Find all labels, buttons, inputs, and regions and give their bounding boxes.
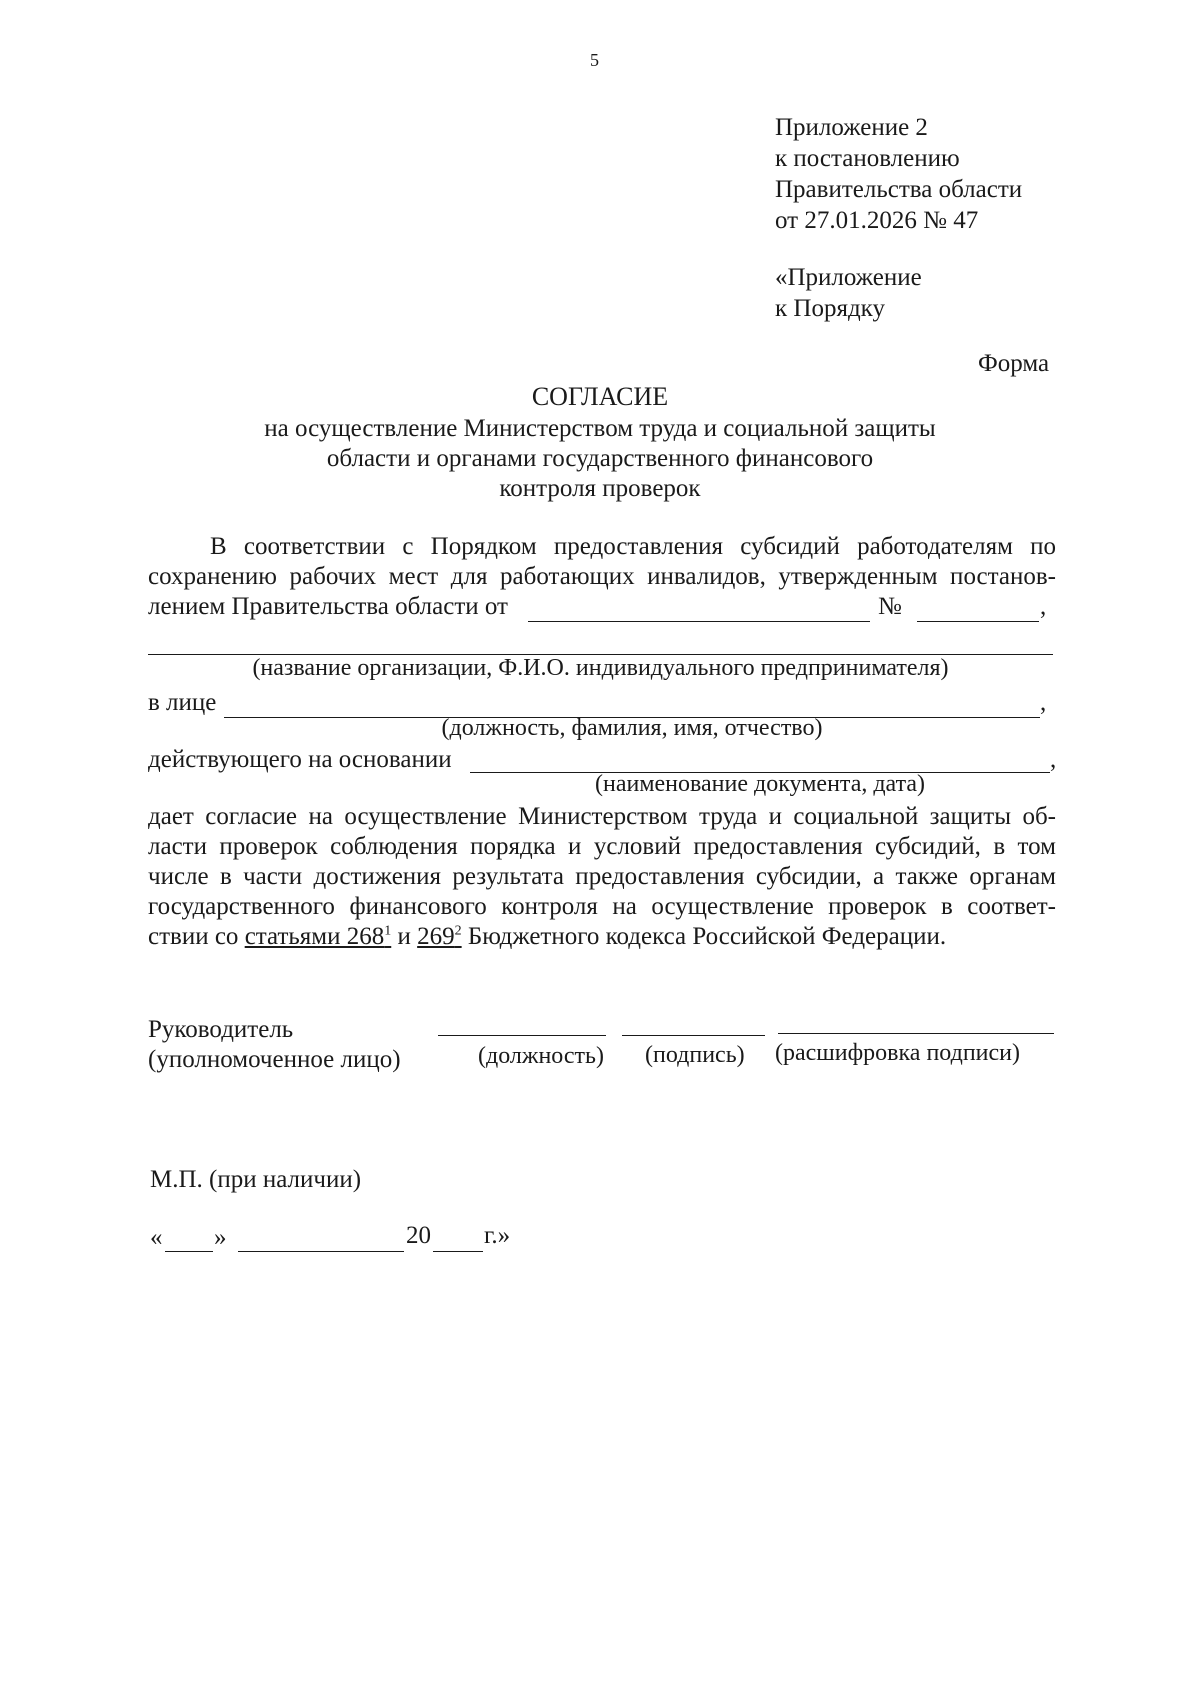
signature-decode-caption: (расшифровка подписи)	[775, 1040, 1020, 1066]
intro-line-3: лением Правительства области от	[148, 593, 508, 620]
position-caption: (должность)	[478, 1043, 604, 1069]
article-269-sup: 2	[454, 923, 462, 939]
position-field[interactable]	[438, 1035, 606, 1036]
appendix-line: Правительства области	[775, 176, 1023, 203]
appendix-inner-block	[775, 262, 922, 324]
article-268-link[interactable]	[245, 923, 392, 950]
appendix-line: от 27.01.2026 № 47	[775, 207, 979, 234]
number-sign: №	[878, 593, 902, 620]
comma: ,	[1040, 593, 1047, 620]
document-title: СОГЛАСИЕ	[531, 382, 669, 411]
year-prefix: 20	[406, 1222, 431, 1249]
month-field[interactable]	[238, 1251, 404, 1252]
consent-line: ласти проверок соблюдения порядка и условий предоставления субсидий, в том	[148, 833, 1056, 860]
article-268-sup: 1	[384, 923, 392, 939]
decree-date-field[interactable]	[528, 621, 870, 622]
subtitle-line: контроля проверок	[499, 475, 701, 502]
consent-line: числе в части достижения результата предоставления субсидии, а также органам	[148, 863, 1056, 890]
consent-line-5	[148, 923, 946, 951]
consent-line: государственного финансового контроля на осуществление проверок в соответ-	[148, 893, 1056, 920]
intro-line-1: В соответствии с Порядком предоставления субсидий работодателям по	[210, 533, 1056, 560]
authorized-person-label: (уполномоченное лицо)	[148, 1046, 401, 1073]
appendix-block	[775, 112, 1022, 236]
date-close-quote: »	[214, 1224, 227, 1251]
in-person-label: в лице	[148, 689, 217, 716]
appendix-line: к постановлению	[775, 145, 960, 172]
comma: ,	[1050, 746, 1057, 773]
appendix-line: Приложение 2	[775, 114, 928, 141]
organization-caption: (название организации, Ф.И.О. индивидуального предпринимателя)	[252, 655, 949, 681]
appendix-inner-line: «Приложение	[775, 264, 922, 291]
subtitle-line: области и органами государственного финансового	[326, 445, 874, 472]
consent-text: ствии со	[148, 923, 239, 950]
article-269-link[interactable]	[417, 923, 462, 950]
comma: ,	[1040, 689, 1047, 716]
article-268-text: статьями 268	[244, 923, 385, 950]
head-label: Руководитель	[148, 1016, 294, 1043]
decree-number-field[interactable]	[917, 621, 1039, 622]
consent-text: и	[397, 923, 411, 950]
year-suffix: г.»	[484, 1222, 511, 1249]
signature-field[interactable]	[622, 1035, 765, 1036]
year-field[interactable]	[433, 1251, 483, 1252]
consent-line: дает согласие на осуществление Министерством труда и социальной защиты об-	[148, 803, 1056, 830]
signature-decode-field[interactable]	[778, 1033, 1054, 1034]
title-subtitle	[150, 414, 1050, 504]
intro-line-2: сохранению рабочих мест для работающих инвалидов, утвержденным постанов-	[148, 563, 1056, 590]
day-field[interactable]	[165, 1251, 213, 1252]
appendix-inner-line: к Порядку	[775, 295, 885, 322]
page-number: 5	[590, 50, 599, 70]
date-open-quote: «	[150, 1224, 163, 1251]
in-person-caption: (должность, фамилия, имя, отчество)	[441, 715, 823, 741]
stamp-label: М.П. (при наличии)	[150, 1166, 362, 1193]
subtitle-line: на осуществление Министерством труда и социальной защиты	[264, 415, 936, 442]
form-label: Форма	[978, 350, 1050, 377]
basis-caption: (наименование документа, дата)	[594, 771, 926, 797]
signature-caption: (подпись)	[645, 1042, 745, 1068]
article-269-text: 269	[417, 923, 455, 950]
consent-text: Бюджетного кодекса Российской Федерации.	[467, 923, 947, 950]
basis-label: действующего на основании	[148, 746, 452, 773]
